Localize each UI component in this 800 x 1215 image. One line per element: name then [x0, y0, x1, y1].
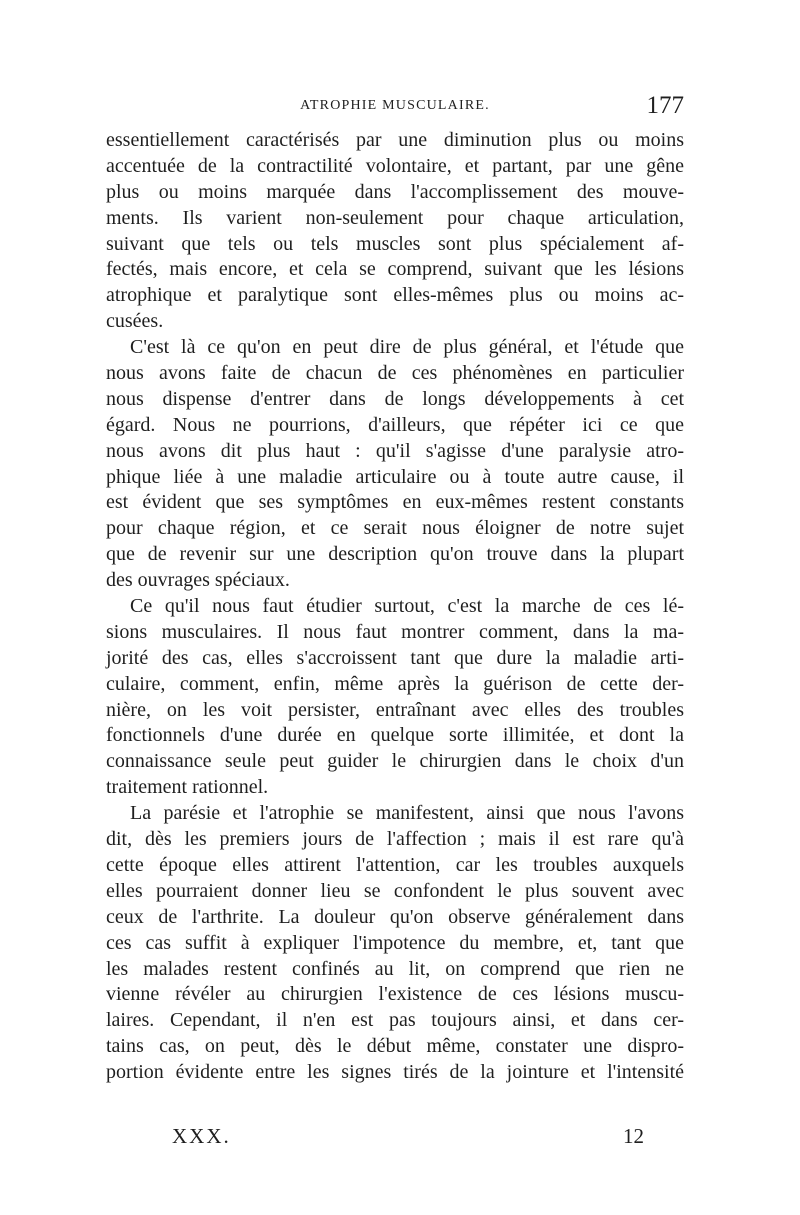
text-line: C'est là ce qu'on en peut dire de plus général, et l'étude que — [130, 336, 684, 359]
page-number: 177 — [646, 92, 684, 119]
text-line: fonctionnels d'une durée en quelque sorte illimitée, et dont la — [106, 724, 684, 747]
text-line: accentuée de la contractilité volontaire, et partant, par une gêne — [106, 154, 684, 177]
page-footer — [106, 1124, 684, 1154]
text-line: que de revenir sur une description qu'on trouve dans la plupart — [106, 543, 684, 566]
text-line: cusées. — [106, 310, 164, 333]
text-line: des ouvrages spéciaux. — [106, 569, 290, 592]
text-line: nous avons faite de chacun de ces phénomènes en particulier — [106, 362, 684, 385]
text-line: essentiellement caractérisés par une diminution plus ou moins — [106, 129, 684, 151]
text-line: culaire, comment, enfin, même après la guérison de cette der- — [106, 672, 684, 695]
text-line: sions musculaires. Il nous faut montrer comment, dans la ma- — [106, 620, 684, 643]
text-line: est évident que ses symptômes en eux-mêmes restent constants — [106, 491, 684, 514]
running-title: ATROPHIE MUSCULAIRE. — [300, 98, 490, 113]
text-line: nous avons dit plus haut : qu'il s'agisse d'une paralysie atro- — [106, 439, 684, 462]
text-line: laires. Cependant, il n'en est pas toujours ainsi, et dans cer- — [106, 1009, 684, 1032]
text-line: portion évidente entre les signes tirés de la jointure et l'intensité — [106, 1061, 684, 1084]
text-line: phique liée à une maladie articulaire ou à toute autre cause, il — [106, 465, 684, 488]
text-line: vienne révéler au chirurgien l'existence de ces lésions muscu- — [106, 983, 684, 1006]
text-line: elles pourraient donner lieu se confondent le plus souvent avec — [106, 879, 684, 902]
text-line: dit, dès les premiers jours de l'affection ; mais il est rare qu'à — [106, 828, 684, 851]
text-line: ceux de l'arthrite. La douleur qu'on observe généralement dans — [106, 905, 684, 928]
text-line: égard. Nous ne pourrions, d'ailleurs, que répéter ici ce que — [106, 413, 684, 436]
body-text — [106, 128, 684, 1086]
text-line: plus ou moins marquée dans l'accomplissement des mouve- — [106, 180, 684, 203]
text-line: traitement rationnel. — [106, 776, 269, 799]
text-line: Ce qu'il nous faut étudier surtout, c'est la marche de ces lé- — [130, 595, 684, 618]
text-line: atrophique et paralytique sont elles-mêmes plus ou moins ac- — [106, 284, 684, 307]
text-line: ments. Ils varient non-seulement pour chaque articulation, — [106, 206, 684, 229]
text-line: nière, on les voit persister, entraînant avec elles des troubles — [106, 698, 684, 721]
text-line: ces cas suffit à expliquer l'impotence du membre, et, tant que — [106, 931, 684, 954]
text-line: pour chaque région, et ce serait nous éloigner de notre sujet — [106, 517, 684, 540]
sheet-number: 12 — [623, 1124, 644, 1148]
text-line: suivant que tels ou tels muscles sont plus spécialement af- — [106, 232, 684, 255]
text-line: jorité des cas, elles s'accroissent tant que dure la maladie arti- — [106, 646, 684, 669]
text-line: les malades restent confinés au lit, on comprend que rien ne — [106, 957, 684, 980]
running-head — [106, 92, 684, 124]
text-line: fectés, mais encore, et cela se comprend, suivant que les lésions — [106, 258, 684, 281]
text-line: cette époque elles attirent l'attention, car les troubles auxquels — [106, 853, 684, 876]
text-line: connaissance seule peut guider le chirurgien dans le choix d'un — [106, 750, 684, 773]
text-line: tains cas, on peut, dès le début même, constater une dispro- — [106, 1035, 684, 1058]
signature-mark: XXX. — [172, 1124, 231, 1148]
text-line: nous dispense d'entrer dans de longs développements à cet — [106, 387, 684, 410]
text-line: La parésie et l'atrophie se manifestent, ainsi que nous l'avons — [130, 802, 684, 825]
